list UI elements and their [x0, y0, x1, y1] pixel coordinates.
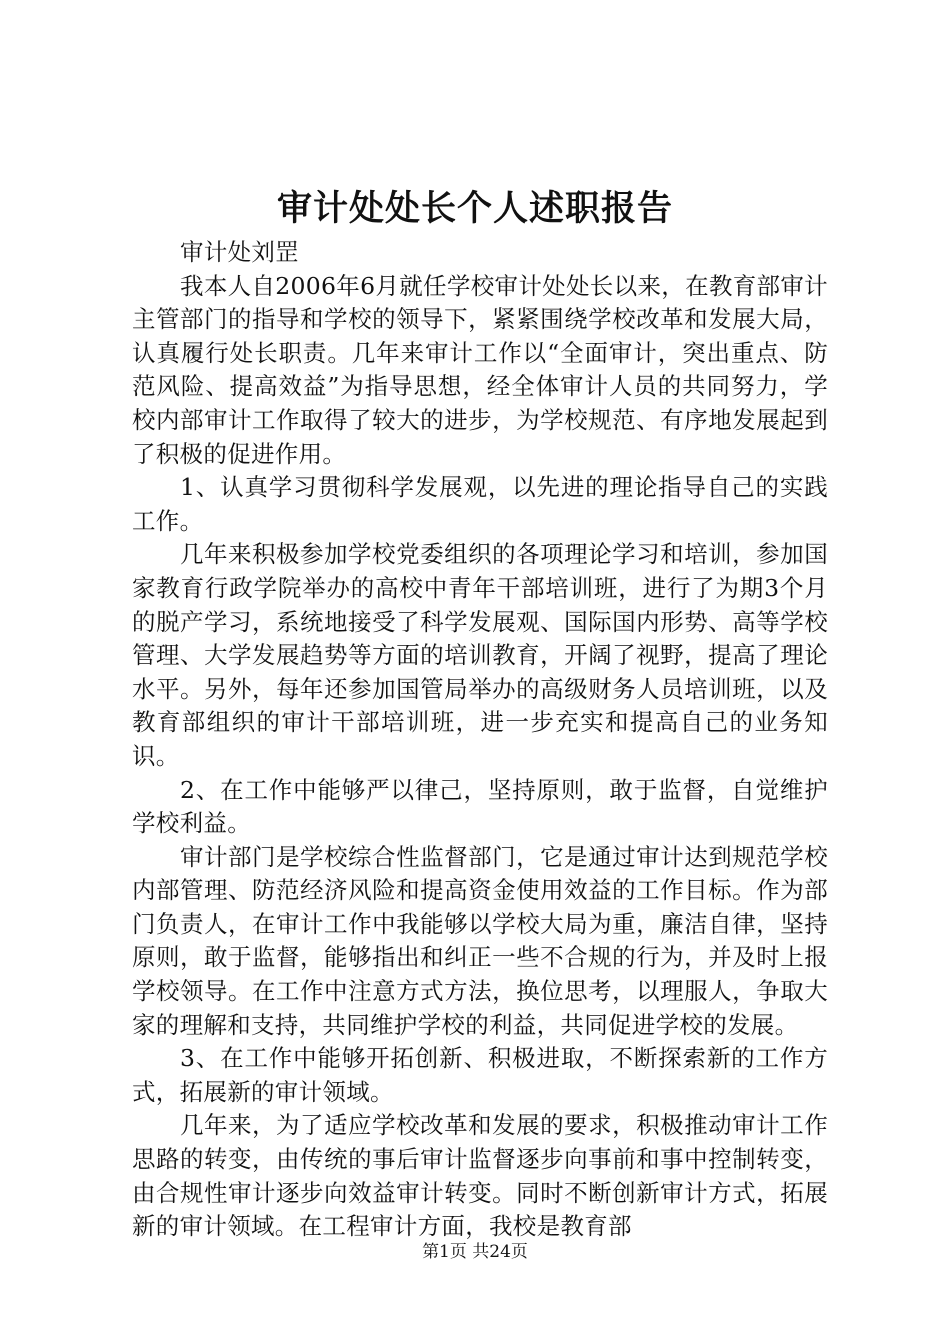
document-body [132, 236, 828, 1244]
paragraph-section-1: 几年来积极参加学校党委组织的各项理论学习和培训，参加国家教育行政学院举办的高校中青年干部培训班，进行了为期3个月的脱产学习，系统地接受了科学发展观、国际国内形势、高等学校管理、大学发展趋势等方面的培训教育，开阔了视野，提高了理论水平。另外，每年还参加国管局举办的高级财务人员培训班，以及教育部组织的审计干部培训班，进一步充实和提高自己的业务知识。 [132, 540, 828, 770]
author-line: 审计处刘罡 [180, 238, 299, 266]
section-heading-1: 1、认真学习贯彻科学发展观，以先进的理论指导自己的实践工作。 [132, 473, 828, 535]
paragraph-section-2: 审计部门是学校综合性监督部门，它是通过审计达到规范学校内部管理、防范经济风险和提高资金使用效益的工作目标。作为部门负责人，在审计工作中我能够以学校大局为重，廉洁自律，坚持原则，敢于监督，能够指出和纠正一些不合规的行为，并及时上报学校领导。在工作中注意方式方法，换位思考，以理服人，争取大家的理解和支持，共同维护学校的利益，共同促进学校的发展。 [132, 842, 828, 1039]
section-heading-3: 3、在工作中能够开拓创新、积极进取，不断探索新的工作方式，拓展新的审计领域。 [132, 1044, 828, 1106]
paragraph-section-3: 几年来，为了适应学校改革和发展的要求，积极推动审计工作思路的转变，由传统的事后审计监督逐步向事前和事中控制转变，由合规性审计逐步向效益审计转变。同时不断创新审计方式，拓展新的审计领域。在工程审计方面，我校是教育部 [132, 1111, 828, 1241]
page-footer: 第1页 共24页 [422, 1242, 528, 1262]
paragraph-intro: 我本人自2006年6月就任学校审计处处长以来，在教育部审计主管部门的指导和学校的领导下，紧紧围绕学校改革和发展大局，认真履行处长职责。几年来审计工作以“全面审计，突出重点、防范风险、提高效益”为指导思想，经全体审计人员的共同努力，学校内部审计工作取得了较大的进步，为学校规范、有序地发展起到了积极的促进作用。 [132, 271, 828, 468]
document-title: 审计处处长个人述职报告 [276, 188, 673, 229]
section-heading-2: 2、在工作中能够严以律己，坚持原则，敢于监督，自觉维护学校利益。 [132, 775, 828, 838]
